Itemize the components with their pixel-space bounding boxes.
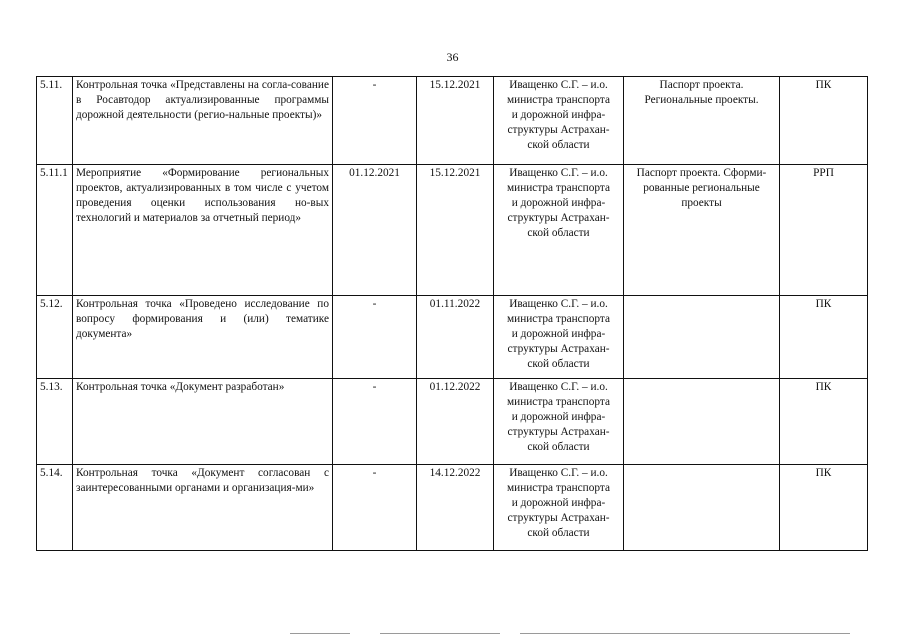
row-start-date: - — [333, 379, 417, 465]
row-responsible — [494, 165, 624, 296]
responsible-line: структуры Астрахан- — [507, 512, 610, 524]
responsible-line: ской области — [527, 358, 590, 370]
table-row — [37, 165, 868, 296]
table-row — [37, 379, 868, 465]
table-row — [37, 296, 868, 379]
responsible-line: министра транспорта — [507, 94, 610, 106]
row-level: ПК — [780, 296, 868, 379]
scan-edge-line — [380, 633, 500, 634]
responsible-line: структуры Астрахан- — [507, 212, 610, 224]
responsible-line: и дорожной инфра- — [511, 109, 606, 121]
table-row — [37, 465, 868, 551]
row-responsible — [494, 379, 624, 465]
responsible-line: структуры Астрахан- — [507, 124, 610, 136]
row-responsible — [494, 77, 624, 165]
responsible-line: и дорожной инфра- — [511, 328, 606, 340]
row-end-date: 01.11.2022 — [417, 296, 494, 379]
row-start-date: 01.12.2021 — [333, 165, 417, 296]
row-number: 5.13. — [37, 379, 73, 465]
responsible-line: министра транспорта — [507, 396, 610, 408]
scan-edge-line — [520, 633, 850, 634]
row-end-date: 15.12.2021 — [417, 77, 494, 165]
control-points-table — [36, 76, 868, 551]
row-responsible — [494, 465, 624, 551]
row-name: Контрольная точка «Проведено исследование по вопросу формирования и (или) тематике документа» — [73, 296, 333, 379]
row-name: Контрольная точка «Документ согласован с заинтересованными органами и организация-ми» — [73, 465, 333, 551]
row-number: 5.14. — [37, 465, 73, 551]
row-result: Паспорт проекта. Региональные проекты. — [624, 77, 780, 165]
row-name: Мероприятие «Формирование региональных проектов, актуализированных в том числе с учетом проведения оценки использования но-вых технологий и материалов за отчетный период» — [73, 165, 333, 296]
responsible-line: министра транспорта — [507, 482, 610, 494]
row-end-date: 01.12.2022 — [417, 379, 494, 465]
responsible-line: Иващенко С.Г. – и.о. — [509, 467, 608, 479]
responsible-line: ской области — [527, 227, 590, 239]
responsible-line: ской области — [527, 527, 590, 539]
responsible-line: и дорожной инфра- — [511, 197, 606, 209]
row-number: 5.12. — [37, 296, 73, 379]
row-level: ПК — [780, 379, 868, 465]
scan-edge-line — [290, 633, 350, 634]
responsible-line: структуры Астрахан- — [507, 343, 610, 355]
row-responsible — [494, 296, 624, 379]
row-result — [624, 465, 780, 551]
row-result — [624, 379, 780, 465]
responsible-line: ской области — [527, 139, 590, 151]
responsible-line: министра транспорта — [507, 313, 610, 325]
responsible-line: и дорожной инфра- — [511, 497, 606, 509]
responsible-line: и дорожной инфра- — [511, 411, 606, 423]
row-number: 5.11.1 — [37, 165, 73, 296]
responsible-line: Иващенко С.Г. – и.о. — [509, 79, 608, 91]
responsible-line: структуры Астрахан- — [507, 426, 610, 438]
responsible-line: Иващенко С.Г. – и.о. — [509, 298, 608, 310]
row-level: РРП — [780, 165, 868, 296]
page-number: 36 — [446, 50, 459, 64]
row-name: Контрольная точка «Представлены на согла-сование в Росавтодор актуализированные программы дорожной деятельности (регио-нальные проекты)» — [73, 77, 333, 165]
row-start-date: - — [333, 77, 417, 165]
row-start-date: - — [333, 465, 417, 551]
responsible-line: Иващенко С.Г. – и.о. — [509, 167, 608, 179]
row-number: 5.11. — [37, 77, 73, 165]
row-end-date: 14.12.2022 — [417, 465, 494, 551]
row-start-date: - — [333, 296, 417, 379]
responsible-line: Иващенко С.Г. – и.о. — [509, 381, 608, 393]
responsible-line: ской области — [527, 441, 590, 453]
responsible-line: министра транспорта — [507, 182, 610, 194]
row-end-date: 15.12.2021 — [417, 165, 494, 296]
row-name: Контрольная точка «Документ разработан» — [73, 379, 333, 465]
row-level: ПК — [780, 465, 868, 551]
row-result — [624, 296, 780, 379]
row-level: ПК — [780, 77, 868, 165]
table-row — [37, 77, 868, 165]
row-result: Паспорт проекта. Сформи-рованные региональные проекты — [624, 165, 780, 296]
